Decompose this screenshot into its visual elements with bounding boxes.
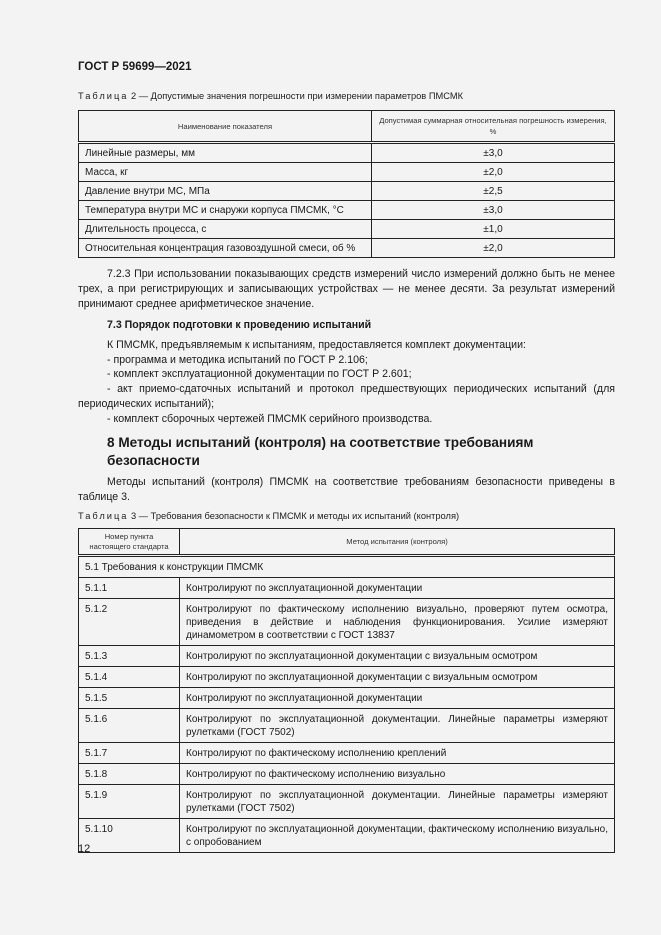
table-row [79,182,615,201]
section-8-text: Методы испытаний (контроля) ПМСМК на соответствие требованиям безопасности приведены в таблице 3. [78,476,615,503]
caption-text: 2 — Допустимые значения погрешности при измерении параметров ПМСМК [131,91,464,101]
clause-cell: 5.1.4 [79,667,180,688]
parameter-cell: Длительность процесса, с [79,220,372,239]
value-cell: ±2,0 [372,163,615,182]
table-3 [78,528,615,853]
table-row [79,688,615,709]
clause-cell: 5.1.5 [79,688,180,709]
clause-cell: 5.1.6 [79,709,180,743]
parameter-cell: Относительная концентрация газовоздушной смеси, об % [79,239,372,258]
table-row [79,143,615,163]
section-heading: 7.3 Порядок подготовки к проведению испытаний [107,319,372,331]
column-header: Допустимая суммарная относительная погрешность измерения, % [372,111,615,143]
list-item: - комплект эксплуатационной документации по ГОСТ Р 2.601; [107,368,412,381]
caption-text: 3 — Требования безопасности к ПМСМК и методы их испытаний (контроля) [131,511,460,521]
group-cell: 5.1 Требования к конструкции ПМСМК [79,556,615,578]
table-row [79,599,615,646]
section-7-3 [78,318,615,427]
parameter-cell: Давление внутри МС, МПа [79,182,372,201]
table-row [79,220,615,239]
section-8-heading: 8 Методы испытаний (контроля) на соответствие требованиям безопасности [107,435,534,468]
list-item: - программа и методика испытаний по ГОСТ Р 2.106; [107,353,368,366]
table-row [79,764,615,785]
clause-cell: 5.1.7 [79,743,180,764]
value-cell: ±1,0 [372,220,615,239]
method-cell: Контролируют по фактическому исполнению визуально [180,764,615,785]
table-group-row [79,556,615,578]
clause-cell: 5.1.9 [79,785,180,819]
method-cell: Контролируют по фактическому исполнению креплений [180,743,615,764]
method-cell: Контролируют по эксплуатационной документации, фактическому исполнению визуально, с опробованием [180,819,615,853]
clause-cell: 5.1.3 [79,646,180,667]
parameter-cell: Линейные размеры, мм [79,143,372,163]
parameter-cell: Температура внутри МС и снаружи корпуса ПМСМК, °С [79,201,372,220]
clause-cell: 5.1.8 [79,764,180,785]
document-header: ГОСТ Р 59699—2021 [78,61,192,73]
table-row [79,646,615,667]
caption-word: Таблица [78,511,129,521]
column-header: Метод испытания (контроля) [180,529,615,556]
table2-caption [78,91,463,101]
parameter-cell: Масса, кг [79,163,372,182]
paragraph: К ПМСМК, предъявляемым к испытаниям, предоставляется комплект документации: [107,338,526,351]
clause-cell: 5.1.1 [79,578,180,599]
list-item: - комплект сборочных чертежей ПМСМК серийного производства. [107,412,433,425]
table-row [79,578,615,599]
table-row [79,163,615,182]
method-cell: Контролируют по эксплуатационной документации [180,688,615,709]
value-cell: ±3,0 [372,143,615,163]
clause-cell: 5.1.2 [79,599,180,646]
table-row [79,709,615,743]
clause-cell: 5.1.10 [79,819,180,853]
table-2 [78,110,615,258]
table-row [79,819,615,853]
value-cell: ±2,0 [372,239,615,258]
method-cell: Контролируют по эксплуатационной документации. Линейные параметры измеряют рулетками (ГОСТ 7502) [180,709,615,743]
column-header: Номер пункта настоящего стандарта [79,529,180,556]
table-row [79,667,615,688]
method-cell: Контролируют по эксплуатационной документации [180,578,615,599]
value-cell: ±2,5 [372,182,615,201]
value-cell: ±3,0 [372,201,615,220]
table-row [79,785,615,819]
paragraph-7-2-3: 7.2.3 При использовании показывающих средств измерений число измерений должно быть не менее трех, а при регистрирующих и записывающих устройствах — не менее десяти. За результат измерений принимают среднее арифметическое значение. [78,268,615,310]
table3-caption [78,511,459,521]
table-row [79,201,615,220]
column-header: Наименование показателя [79,111,372,143]
method-cell: Контролируют по эксплуатационной документации с визуальным осмотром [180,667,615,688]
list-item: - акт приемо-сдаточных испытаний и протокол предшествующих периодических испытаний (для периодических испытаний); [78,383,615,410]
table-row [79,743,615,764]
method-cell: Контролируют по эксплуатационной документации. Линейные параметры измеряют рулетками (ГОСТ 7502) [180,785,615,819]
page-number: 12 [78,843,91,855]
table-row [79,239,615,258]
method-cell: Контролируют по фактическому исполнению визуально, проверяют путем осмотра, приведения в действие и наблюдения функционирования. Усилие измеряют динамометром в соответствии с ГОСТ 13837 [180,599,615,646]
caption-word: Таблица [78,91,129,101]
method-cell: Контролируют по эксплуатационной документации с визуальным осмотром [180,646,615,667]
